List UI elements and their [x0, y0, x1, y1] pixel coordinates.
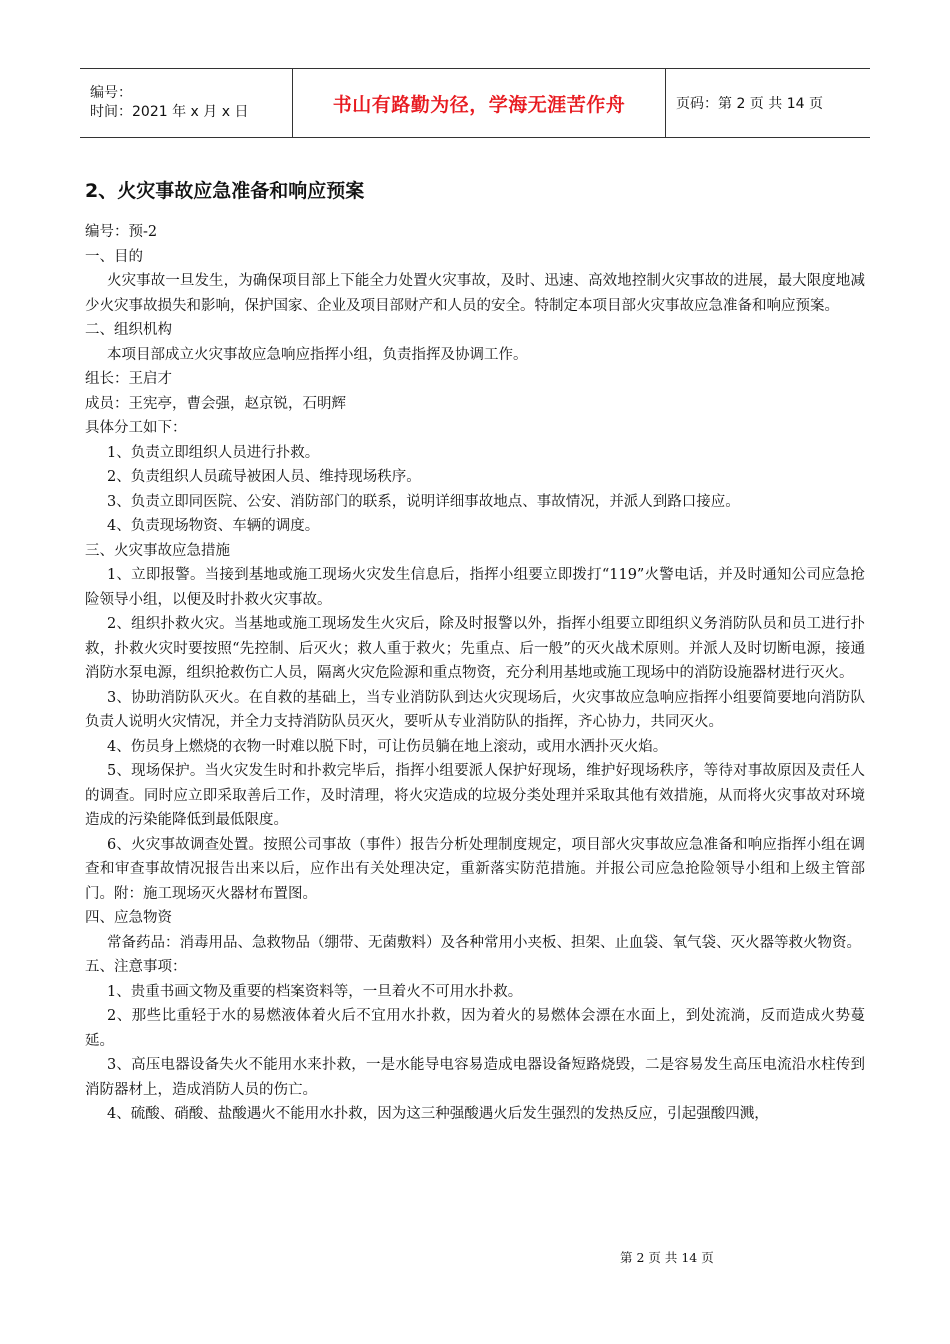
page-footer: 第 2 页 共 14 页 [620, 1250, 714, 1265]
paragraph: 组长：王启才 [85, 371, 172, 387]
header-date: 时间：2021 年 x 月 x 日 [90, 104, 249, 120]
paragraph: 5、现场保护。当火灾发生时和扑救完毕后，指挥小组要派人保护好现场，维护好现场秩序，等待对事故原因及责任人的调查。同时应立即采取善后工作，及时清理，将火灾造成的垃圾分类处理并采取其他有效措施，从而将火灾事故对环境造成的污染能降低到最低限度。 [85, 763, 865, 828]
paragraph: 三、火灾事故应急措施 [85, 542, 230, 559]
header-page-info: 页码：第 2 页 共 14 页 [676, 96, 823, 112]
paragraph: 本项目部成立火灾事故应急响应指挥小组，负责指挥及协调工作。 [107, 346, 528, 363]
paragraph: 火灾事故一旦发生，为确保项目部上下能全力处置火灾事故，及时、迅速、高效地控制火灾事故的进展，最大限度地减少火灾事故损失和影响，保护国家、企业及项目部财产和人员的安全。特制定本项目部火灾事故应急准备和响应预案。 [85, 273, 865, 314]
header-meta [80, 69, 293, 137]
paragraph: 1、贵重书画文物及重要的档案资料等，一旦着火不可用水扑救。 [107, 983, 523, 1000]
paragraph: 4、伤员身上燃烧的衣物一时难以脱下时，可让伤员躺在地上滚动，或用水洒扑灭火焰。 [107, 738, 668, 755]
paragraph: 1、立即报警。当接到基地或施工现场火灾发生信息后，指挥小组要立即拨打“119”火警电话，并及时通知公司应急抢险领导小组，以便及时扑救火灾事故。 [85, 567, 865, 608]
header-number: 编号： [90, 85, 132, 101]
paragraph: 3、负责立即同医院、公安、消防部门的联系，说明详细事故地点、事故情况，并派人到路口接应。 [107, 493, 740, 510]
paragraph: 成员：王宪亭，曹会强，赵京锐，石明辉 [85, 395, 346, 412]
paragraph: 编号：预-2 [85, 224, 158, 240]
paragraph: 6、火灾事故调查处置。按照公司事故（事件）报告分析处理制度规定，项目部火灾事故应急准备和响应指挥小组在调查和审查事故情况报告出来以后，应作出有关处理决定，重新落实防范措施。并报公司应急抢险领导小组和上级主管部门。附：施工现场灭火器材布置图。 [85, 836, 865, 902]
paragraph: 3、协助消防队灭火。在自救的基础上，当专业消防队到达火灾现场后，火灾事故应急响应指挥小组要简要地向消防队负责人说明火灾情况，并全力支持消防队员灭火，要听从专业消防队的指挥，齐心协力，共同灭火。 [85, 689, 865, 730]
header-motto: 书山有路勤为径，学海无涯苦作舟 [332, 93, 626, 116]
paragraph: 2、组织扑救火灾。当基地或施工现场发生火灾后，除及时报警以外，指挥小组要立即组织义务消防队员和员工进行扑救，扑救火灾时要按照“先控制、后灭火；救人重于救火；先重点、后一般”的灭火战术原则。并派人及时切断电源，接通消防水泵电源，组织抢救伤亡人员，隔离火灾危险源和重点物资，充分利用基地或施工现场中的消防设施器材进行灭火。 [85, 616, 865, 681]
paragraph: 4、硫酸、硝酸、盐酸遇火不能用水扑救，因为这三种强酸遇火后发生强烈的发热反应，引起强酸四溅， [107, 1106, 769, 1122]
paragraph: 1、负责立即组织人员进行扑救。 [107, 444, 320, 461]
paragraph: 常备药品：消毒用品、急救物品（绷带、无菌敷料）及各种常用小夹板、担架、止血袋、氧气袋、灭火器等救火物资。 [107, 934, 861, 951]
header-motto-cell [293, 69, 666, 137]
paragraph: 五、注意事项： [85, 959, 187, 975]
paragraph: 3、高压电器设备失火不能用水来扑救，一是水能导电容易造成电器设备短路烧毁，二是容易发生高压电流沿水柱传到消防器材上，造成消防人员的伤亡。 [85, 1057, 865, 1098]
paragraph: 一、目的 [85, 248, 143, 265]
paragraph-list [85, 220, 865, 1127]
document-body [85, 176, 865, 1127]
paragraph: 2、那些比重轻于水的易燃液体着火后不宜用水扑救，因为着火的易燃体会漂在水面上，到处流淌，反而造成火势蔓延。 [85, 1008, 865, 1049]
paragraph: 具体分工如下： [85, 420, 187, 436]
page-header [80, 68, 870, 138]
document-title: 2、火灾事故应急准备和响应预案 [85, 180, 365, 202]
paragraph: 二、组织机构 [85, 322, 172, 338]
paragraph: 4、负责现场物资、车辆的调度。 [107, 518, 320, 534]
paragraph: 2、负责组织人员疏导被困人员、维持现场秩序。 [107, 469, 421, 485]
paragraph: 四、应急物资 [85, 910, 172, 926]
